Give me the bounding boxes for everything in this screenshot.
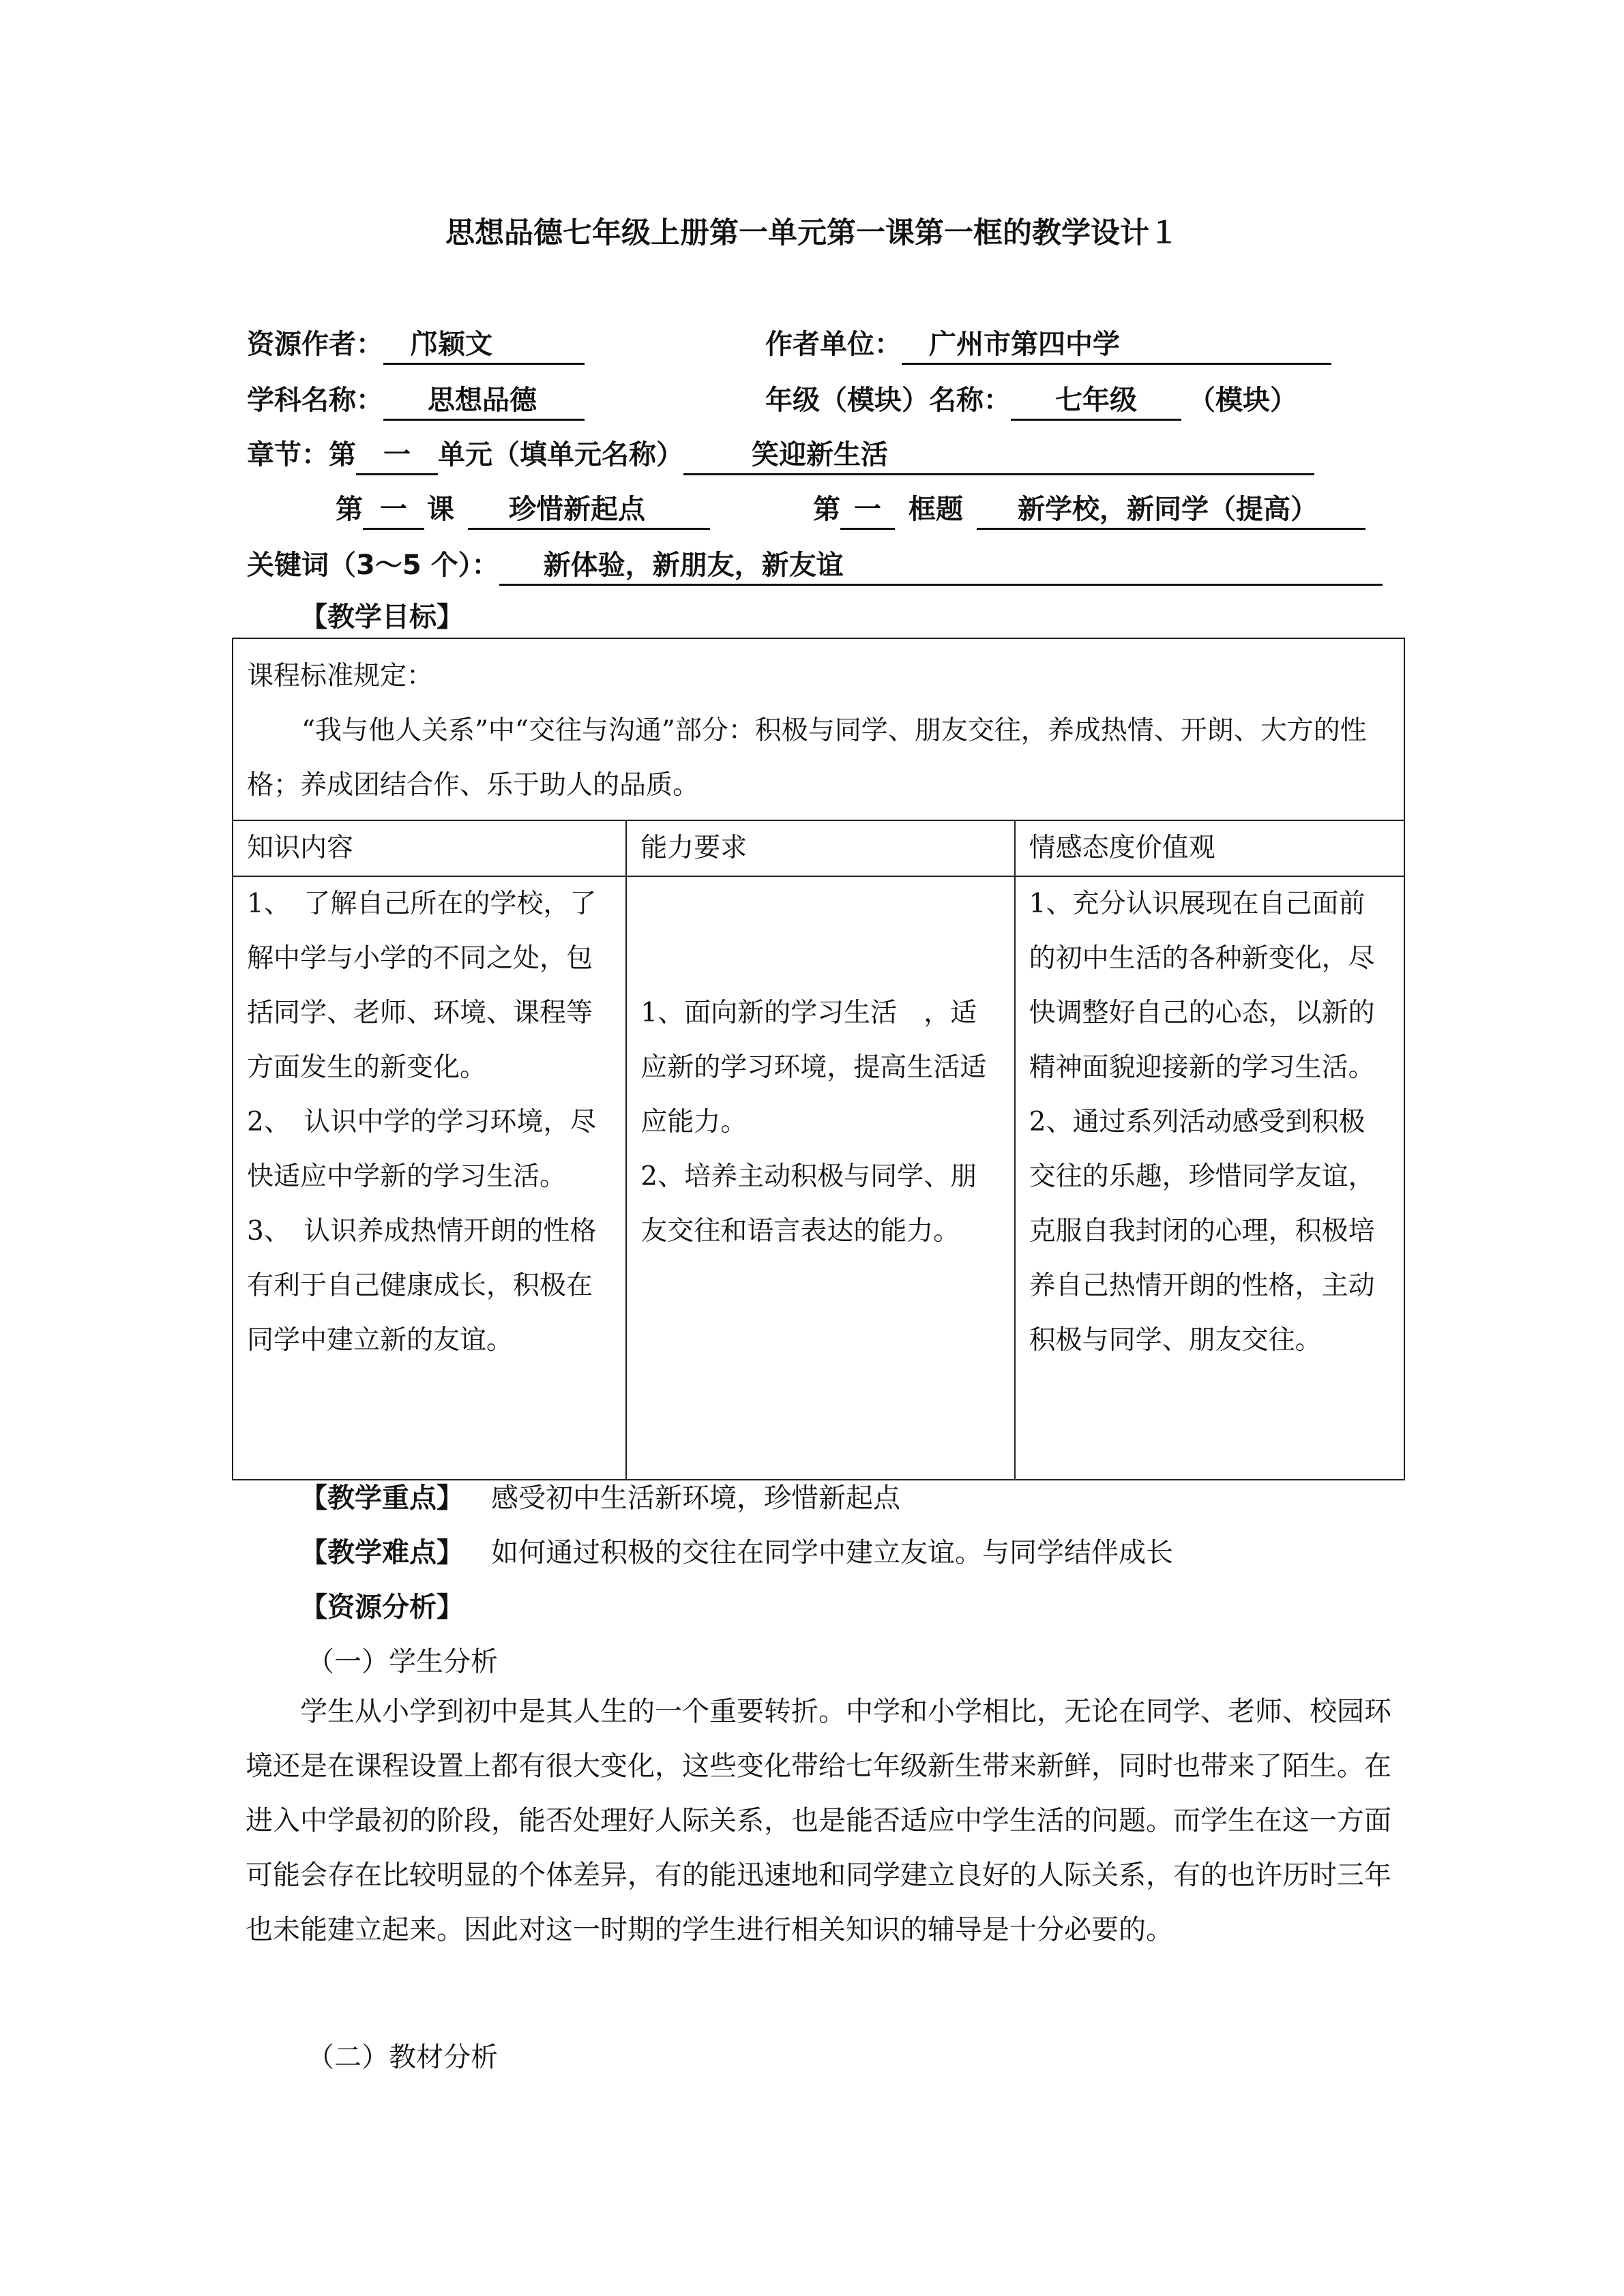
document-title: 思想品德七年级上册第一单元第一课第一框的教学设计１ — [445, 216, 1179, 250]
student-analysis-text: 学生从小学到初中是其人生的一个重要转折。中学和小学相比，无论在同学、老师、校园环境还是在课程设置上都有很大变化，这些变化带给七年级新生带来新鲜，同时也带来了陌生。在进入中学最初的阶段，能否处理好人际关系，也是能否适应中学生活的问题。而学生在这一方面可能会存在比较明显的个体差异，有的能迅速地和同学建立良好的人际关系，有的也许历时三年也未能建立起来。因此对这一时期的学生进行相关知识的辅导是十分必要的。 — [246, 1696, 1391, 1945]
frame-prefix: 第 — [813, 494, 840, 525]
grade-row — [765, 378, 1297, 421]
ability-cell — [626, 876, 1014, 1480]
frame-row — [813, 488, 1365, 530]
unit-value: 广州市第四中学 — [902, 323, 1331, 365]
author-label: 资源作者： — [247, 329, 383, 360]
chapter-name: 笑迎新生活 — [683, 433, 1314, 475]
grade-label: 年级（模块）名称： — [765, 385, 1011, 416]
author-value: 邝颖文 — [383, 323, 585, 365]
lesson-number: 一 — [363, 488, 424, 530]
author-row — [247, 323, 585, 365]
textbook-analysis-heading: （二）教材分析 — [307, 2042, 498, 2073]
column-header-attitude: 情感态度价值观 — [1015, 820, 1404, 876]
ability-item: 2、培养主动积极与同学、朋友交往和语言表达的能力。 — [640, 1161, 977, 1247]
focus-text: 感受初中生活新环境，珍惜新起点 — [491, 1482, 900, 1514]
knowledge-cell — [233, 876, 626, 1480]
knowledge-item: 2、 认识中学的学习环境，尽快适应中学新的学习生活。 — [247, 1107, 597, 1192]
column-header-ability: 能力要求 — [626, 820, 1014, 876]
lesson-prefix: 第 — [336, 494, 363, 525]
student-analysis-heading: （一）学生分析 — [307, 1646, 498, 1678]
content-row — [233, 876, 1404, 1480]
chapter-row — [247, 433, 1314, 475]
attitude-item: 2、通过系列活动感受到积极交往的乐趣，珍惜同学友谊，克服自我封闭的心理，积极培养自己热情开朗的性格，主动积极与同学、朋友交往。 — [1029, 1107, 1375, 1356]
standard-row — [233, 638, 1404, 820]
chapter-number: 一 — [356, 433, 438, 475]
knowledge-item: 3、 认识养成热情开朗的性格有利于自己健康成长，积极在同学中建立新的友谊。 — [247, 1216, 597, 1356]
subject-value: 思想品德 — [383, 378, 585, 421]
header-row — [233, 820, 1404, 876]
attitude-cell — [1015, 876, 1404, 1480]
frame-name: 新学校，新同学（提高） — [977, 488, 1365, 530]
subject-row — [247, 378, 585, 421]
grade-suffix: （模块） — [1188, 385, 1297, 416]
difficulty-row — [300, 1531, 1173, 1570]
focus-row — [300, 1476, 900, 1515]
resources-heading: 【资源分析】 — [300, 1592, 464, 1623]
knowledge-item: 1、 了解自己所在的学校，了解中学与小学的不同之处，包括同学、老师、环境、课程等方面发生的新变化。 — [247, 889, 597, 1083]
frame-number: 一 — [840, 488, 895, 530]
grade-value: 七年级 — [1011, 378, 1181, 421]
difficulty-label: 【教学难点】 — [300, 1537, 464, 1568]
difficulty-text: 如何通过积极的交往在同学中建立友谊。与同学结伴成长 — [491, 1537, 1173, 1568]
standard-label: 课程标准规定： — [247, 661, 434, 691]
lesson-name: 珍惜新起点 — [468, 488, 710, 530]
column-header-knowledge: 知识内容 — [233, 820, 626, 876]
chapter-mid: 单元（填单元名称） — [438, 439, 683, 471]
unit-row — [765, 323, 1331, 365]
lesson-mid: 课 — [427, 494, 454, 525]
frame-mid: 框题 — [909, 494, 963, 525]
focus-label: 【教学重点】 — [300, 1482, 464, 1514]
standard-text: “我与他人关系”中“交往与沟通”部分：积极与同学、朋友交往，养成热情、开朗、大方的性格；养成团结合作、乐于助人的品质。 — [247, 715, 1367, 801]
attitude-item: 1、充分认识展现在自己面前的初中生活的各种新变化，尽快调整好自己的心态，以新的精神面貌迎接新的学习生活。 — [1029, 889, 1375, 1083]
goals-table — [232, 638, 1405, 1480]
standard-cell — [233, 638, 1404, 820]
subject-label: 学科名称： — [247, 385, 383, 416]
lesson-row — [336, 488, 710, 530]
keywords-row — [247, 543, 1383, 586]
keywords-value: 新体验，新朋友，新友谊 — [499, 543, 1383, 586]
unit-label: 作者单位： — [765, 329, 902, 360]
ability-item: 1、面向新的学习生活 ，适应新的学习环境，提高生活适应能力。 — [640, 998, 987, 1137]
goals-heading: 【教学目标】 — [300, 601, 464, 633]
keywords-label: 关键词（3～5 个）： — [247, 550, 499, 581]
chapter-label: 章节：第 — [247, 439, 356, 471]
